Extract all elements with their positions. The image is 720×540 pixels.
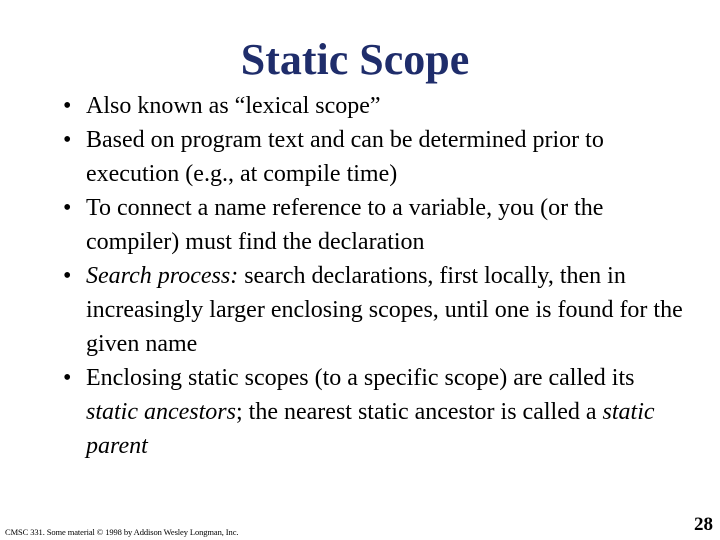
- bullet-text: Enclosing static scopes (to a specific scope) are called its: [86, 365, 635, 391]
- bullet-icon: •: [63, 195, 72, 221]
- bullet-item: [63, 191, 683, 259]
- bullet-item: [63, 123, 683, 191]
- bullet-text-italic: static ancestors: [86, 399, 236, 425]
- bullet-text: search declarations, first locally, then in increasingly larger enclosing scopes, until one is found for the given name: [86, 263, 683, 357]
- bullet-icon: •: [63, 127, 72, 153]
- bullet-text: To connect a name reference to a variable, you (or the compiler) must find the declaration: [86, 195, 604, 255]
- page-number: 28: [694, 514, 713, 535]
- slide-title-text: Static Scope: [240, 35, 470, 84]
- bullet-text: ; the nearest static ancestor is called a: [236, 399, 603, 425]
- bullet-text-italic: Search process:: [86, 263, 239, 289]
- bullet-list: [63, 89, 683, 463]
- bullet-text-italic: static parent: [86, 399, 655, 459]
- bullet-icon: •: [63, 365, 72, 391]
- footer-copyright: CMSC 331. Some material © 1998 by Addison Wesley Longman, Inc.: [5, 527, 239, 537]
- bullet-text: Also known as “lexical scope”: [86, 93, 381, 119]
- bullet-item: [63, 259, 683, 361]
- bullet-item: [63, 89, 683, 123]
- bullet-icon: •: [63, 93, 72, 119]
- bullet-text: Based on program text and can be determined prior to execution (e.g., at compile time): [86, 127, 604, 187]
- bullet-item: [63, 361, 683, 463]
- slide-title: [0, 34, 720, 86]
- bullet-icon: •: [63, 263, 72, 289]
